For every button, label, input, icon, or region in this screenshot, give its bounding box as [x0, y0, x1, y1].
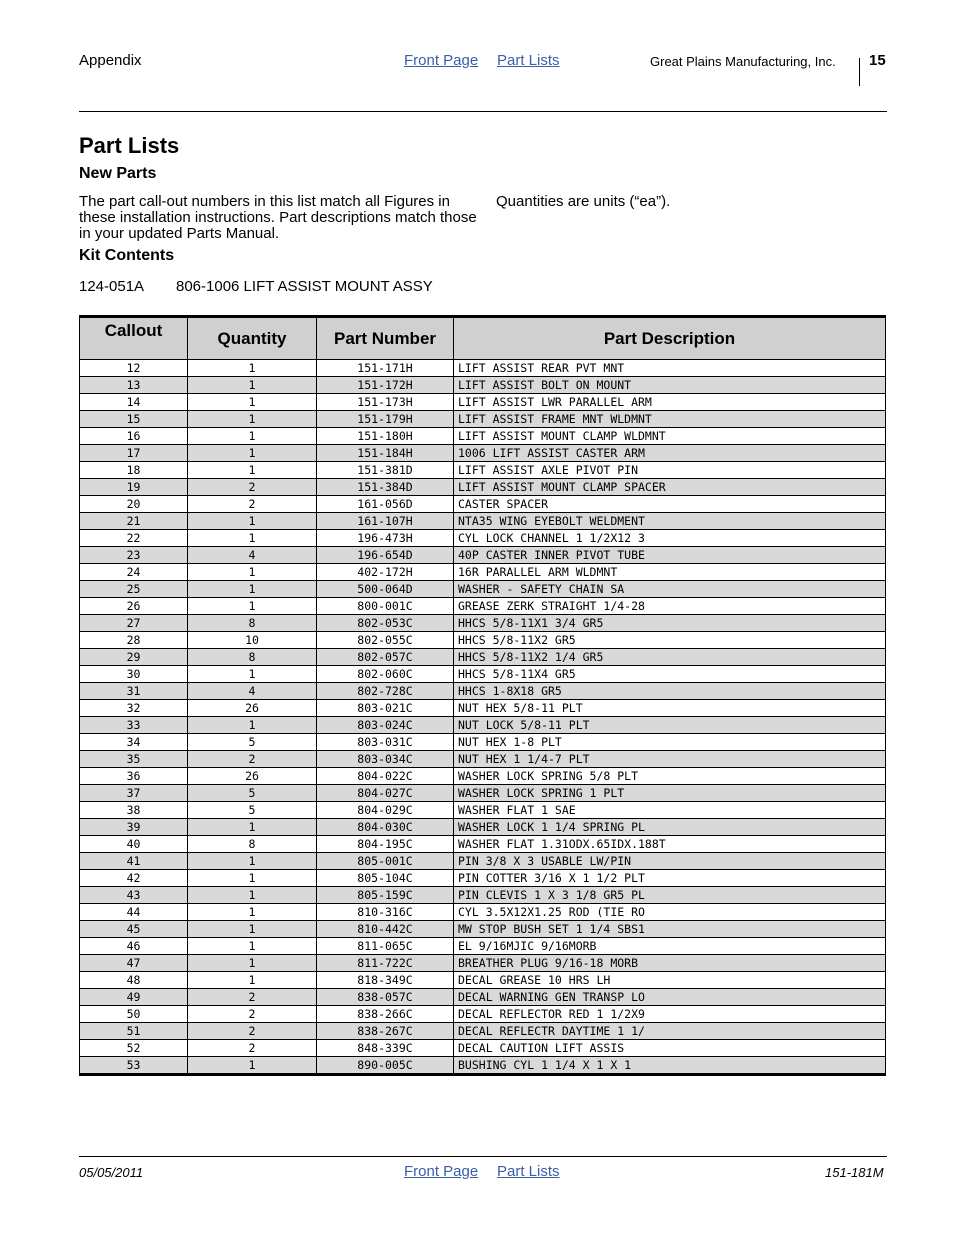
callout-cell: 28: [80, 632, 188, 649]
page-title: Part Lists: [79, 133, 180, 158]
table-row: [80, 819, 886, 836]
footer-rule: [79, 1156, 887, 1157]
table-row: [80, 887, 886, 904]
part-description-cell: 16R PARALLEL ARM WLDMNT: [454, 564, 886, 581]
part-number-cell: 802-055C: [317, 632, 454, 649]
part-number-cell: 811-722C: [317, 955, 454, 972]
part-description-cell: NTA35 WING EYEBOLT WELDMENT: [454, 513, 886, 530]
part-description-cell: LIFT ASSIST MOUNT CLAMP WLDMNT: [454, 428, 886, 445]
table-row: [80, 989, 886, 1006]
quantity-cell: 5: [188, 802, 317, 819]
part-number-cell: 500-064D: [317, 581, 454, 598]
part-description-cell: 1006 LIFT ASSIST CASTER ARM: [454, 445, 886, 462]
part-number-cell: 151-381D: [317, 462, 454, 479]
column-header-part-number: Part Number: [317, 317, 454, 360]
part-description-cell: LIFT ASSIST AXLE PIVOT PIN: [454, 462, 886, 479]
table-row: [80, 394, 886, 411]
quantity-cell: 1: [188, 921, 317, 938]
part-description-cell: CASTER SPACER: [454, 496, 886, 513]
table-row: [80, 649, 886, 666]
callout-cell: 12: [80, 360, 188, 377]
callout-cell: 22: [80, 530, 188, 547]
quantity-cell: 26: [188, 768, 317, 785]
part-description-cell: PIN CLEVIS 1 X 3 1/8 GR5 PL: [454, 887, 886, 904]
document-number: 151-181M: [825, 1165, 884, 1180]
part-description-cell: LIFT ASSIST BOLT ON MOUNT: [454, 377, 886, 394]
quantity-cell: 1: [188, 870, 317, 887]
part-description-cell: HHCS 1-8X18 GR5: [454, 683, 886, 700]
column-header-callout: Callout: [80, 317, 188, 360]
part-description-cell: WASHER LOCK 1 1/4 SPRING PL: [454, 819, 886, 836]
quantity-cell: 1: [188, 377, 317, 394]
callout-cell: 14: [80, 394, 188, 411]
part-number-cell: 803-021C: [317, 700, 454, 717]
part-description-cell: NUT LOCK 5/8-11 PLT: [454, 717, 886, 734]
column-header-part-description: Part Description: [454, 317, 886, 360]
part-number-cell: 161-056D: [317, 496, 454, 513]
callout-cell: 48: [80, 972, 188, 989]
quantity-cell: 1: [188, 428, 317, 445]
quantity-cell: 4: [188, 683, 317, 700]
part-number-cell: 838-267C: [317, 1023, 454, 1040]
table-row: [80, 717, 886, 734]
callout-cell: 18: [80, 462, 188, 479]
quantity-cell: 1: [188, 394, 317, 411]
part-number-cell: 802-057C: [317, 649, 454, 666]
quantity-cell: 2: [188, 496, 317, 513]
table-row: [80, 1023, 886, 1040]
callout-cell: 16: [80, 428, 188, 445]
quantity-cell: 4: [188, 547, 317, 564]
part-number-cell: 151-173H: [317, 394, 454, 411]
part-number-cell: 810-442C: [317, 921, 454, 938]
part-number-cell: 151-171H: [317, 360, 454, 377]
callout-cell: 34: [80, 734, 188, 751]
table-row: [80, 853, 886, 870]
part-number-cell: 838-266C: [317, 1006, 454, 1023]
quantity-cell: 1: [188, 581, 317, 598]
part-description-cell: BREATHER PLUG 9/16-18 MORB: [454, 955, 886, 972]
callout-cell: 37: [80, 785, 188, 802]
new-parts-heading: New Parts: [79, 165, 157, 182]
footer-front-page-link[interactable]: Front Page: [404, 1163, 479, 1180]
callout-cell: 13: [80, 377, 188, 394]
part-number-cell: 151-172H: [317, 377, 454, 394]
callout-cell: 26: [80, 598, 188, 615]
part-description-cell: HHCS 5/8-11X4 GR5: [454, 666, 886, 683]
quantity-cell: 5: [188, 734, 317, 751]
quantity-cell: 1: [188, 972, 317, 989]
table-row: [80, 768, 886, 785]
part-description-cell: LIFT ASSIST FRAME MNT WLDMNT: [454, 411, 886, 428]
part-number-cell: 804-022C: [317, 768, 454, 785]
part-number-cell: 805-159C: [317, 887, 454, 904]
callout-cell: 20: [80, 496, 188, 513]
part-lists-link[interactable]: Part Lists: [497, 52, 560, 69]
callout-cell: 38: [80, 802, 188, 819]
part-description-cell: EL 9/16MJIC 9/16MORB: [454, 938, 886, 955]
callout-cell: 50: [80, 1006, 188, 1023]
quantity-cell: 8: [188, 836, 317, 853]
table-row: [80, 836, 886, 853]
table-row: [80, 1006, 886, 1023]
table-row: [80, 904, 886, 921]
part-number-cell: 800-001C: [317, 598, 454, 615]
table-row: [80, 479, 886, 496]
column-header-quantity: Quantity: [188, 317, 317, 360]
quantity-cell: 8: [188, 615, 317, 632]
part-description-cell: DECAL REFLECTR DAYTIME 1 1/: [454, 1023, 886, 1040]
part-description-cell: 40P CASTER INNER PIVOT TUBE: [454, 547, 886, 564]
part-description-cell: WASHER FLAT 1.31ODX.65IDX.188T: [454, 836, 886, 853]
quantity-cell: 2: [188, 1023, 317, 1040]
callout-cell: 44: [80, 904, 188, 921]
part-number-cell: 804-195C: [317, 836, 454, 853]
callout-cell: 47: [80, 955, 188, 972]
quantity-cell: 10: [188, 632, 317, 649]
part-number-cell: 838-057C: [317, 989, 454, 1006]
table-row: [80, 462, 886, 479]
table-row: [80, 938, 886, 955]
front-page-link[interactable]: Front Page: [404, 52, 479, 69]
callout-cell: 43: [80, 887, 188, 904]
table-row: [80, 700, 886, 717]
part-number-cell: 151-180H: [317, 428, 454, 445]
callout-cell: 35: [80, 751, 188, 768]
part-description-cell: CYL LOCK CHANNEL 1 1/2X12 3: [454, 530, 886, 547]
callout-cell: 39: [80, 819, 188, 836]
part-description-cell: NUT HEX 5/8-11 PLT: [454, 700, 886, 717]
callout-cell: 27: [80, 615, 188, 632]
callout-cell: 52: [80, 1040, 188, 1057]
table-header-row: [80, 317, 886, 360]
kit-description: 806-1006 LIFT ASSIST MOUNT ASSY: [176, 278, 433, 295]
quantity-cell: 1: [188, 411, 317, 428]
table-row: [80, 785, 886, 802]
table-row: [80, 530, 886, 547]
table-row: [80, 581, 886, 598]
part-description-cell: DECAL GREASE 10 HRS LH: [454, 972, 886, 989]
page-number: 15: [869, 52, 886, 69]
quantity-cell: 1: [188, 598, 317, 615]
quantity-cell: 8: [188, 649, 317, 666]
part-number-cell: 810-316C: [317, 904, 454, 921]
part-number-cell: 804-029C: [317, 802, 454, 819]
table-row: [80, 632, 886, 649]
part-description-cell: LIFT ASSIST MOUNT CLAMP SPACER: [454, 479, 886, 496]
quantity-cell: 1: [188, 955, 317, 972]
part-number-cell: 151-184H: [317, 445, 454, 462]
callout-cell: 46: [80, 938, 188, 955]
quantity-cell: 1: [188, 462, 317, 479]
part-number-cell: 811-065C: [317, 938, 454, 955]
table-row: [80, 802, 886, 819]
table-row: [80, 751, 886, 768]
callout-cell: 33: [80, 717, 188, 734]
quantity-cell: 5: [188, 785, 317, 802]
part-description-cell: WASHER LOCK SPRING 5/8 PLT: [454, 768, 886, 785]
part-number-cell: 890-005C: [317, 1057, 454, 1075]
part-description-cell: NUT HEX 1 1/4-7 PLT: [454, 751, 886, 768]
part-description-cell: DECAL REFLECTOR RED 1 1/2X9: [454, 1006, 886, 1023]
callout-cell: 24: [80, 564, 188, 581]
table-row: [80, 972, 886, 989]
part-number-cell: 802-060C: [317, 666, 454, 683]
part-number-cell: 804-030C: [317, 819, 454, 836]
part-description-cell: LIFT ASSIST REAR PVT MNT: [454, 360, 886, 377]
part-number-cell: 161-107H: [317, 513, 454, 530]
part-number-cell: 803-024C: [317, 717, 454, 734]
quantity-cell: 1: [188, 445, 317, 462]
table-row: [80, 445, 886, 462]
parts-table: [79, 315, 886, 1076]
section-label: Appendix: [79, 52, 142, 69]
part-number-cell: 803-034C: [317, 751, 454, 768]
part-number-cell: 151-384D: [317, 479, 454, 496]
quantity-cell: 1: [188, 513, 317, 530]
kit-contents-heading: Kit Contents: [79, 247, 175, 264]
callout-cell: 25: [80, 581, 188, 598]
callout-cell: 51: [80, 1023, 188, 1040]
footer-part-lists-link[interactable]: Part Lists: [497, 1163, 560, 1180]
table-row: [80, 564, 886, 581]
callout-cell: 45: [80, 921, 188, 938]
part-description-cell: GREASE ZERK STRAIGHT 1/4-28: [454, 598, 886, 615]
quantity-cell: 1: [188, 819, 317, 836]
callout-cell: 30: [80, 666, 188, 683]
quantity-cell: 1: [188, 530, 317, 547]
table-row: [80, 921, 886, 938]
quantity-cell: 1: [188, 853, 317, 870]
company-name: Great Plains Manufacturing, Inc.: [650, 54, 836, 69]
part-number-cell: 196-473H: [317, 530, 454, 547]
part-number-cell: 151-179H: [317, 411, 454, 428]
callout-cell: 32: [80, 700, 188, 717]
table-row: [80, 496, 886, 513]
table-row: [80, 615, 886, 632]
part-number-cell: 802-728C: [317, 683, 454, 700]
header-rule: [79, 111, 887, 112]
part-number-cell: 196-654D: [317, 547, 454, 564]
callout-cell: 17: [80, 445, 188, 462]
callout-cell: 31: [80, 683, 188, 700]
part-number-cell: 848-339C: [317, 1040, 454, 1057]
quantity-cell: 1: [188, 1057, 317, 1075]
table-row: [80, 666, 886, 683]
part-number-cell: 402-172H: [317, 564, 454, 581]
table-row: [80, 955, 886, 972]
table-row: [80, 428, 886, 445]
quantity-cell: 1: [188, 564, 317, 581]
quantity-cell: 2: [188, 751, 317, 768]
part-description-cell: WASHER LOCK SPRING 1 PLT: [454, 785, 886, 802]
quantity-note: Quantities are units (“ea”).: [496, 193, 671, 210]
header-divider: [859, 58, 860, 86]
callout-cell: 15: [80, 411, 188, 428]
part-description-cell: WASHER FLAT 1 SAE: [454, 802, 886, 819]
part-description-cell: DECAL CAUTION LIFT ASSIS: [454, 1040, 886, 1057]
part-number-cell: 802-053C: [317, 615, 454, 632]
quantity-cell: 2: [188, 989, 317, 1006]
part-number-cell: 818-349C: [317, 972, 454, 989]
callout-cell: 19: [80, 479, 188, 496]
part-description-cell: CYL 3.5X12X1.25 ROD (TIE RO: [454, 904, 886, 921]
part-number-cell: 805-001C: [317, 853, 454, 870]
table-row: [80, 734, 886, 751]
part-description-cell: DECAL WARNING GEN TRANSP LO: [454, 989, 886, 1006]
callout-cell: 23: [80, 547, 188, 564]
intro-paragraph: The part call-out numbers in this list match all Figures in these installation instructions. Part descriptions match those in your updated Parts Manual.: [79, 193, 477, 242]
table-row: [80, 513, 886, 530]
callout-cell: 21: [80, 513, 188, 530]
callout-cell: 36: [80, 768, 188, 785]
callout-cell: 29: [80, 649, 188, 666]
quantity-cell: 2: [188, 1006, 317, 1023]
quantity-cell: 1: [188, 666, 317, 683]
parts-table-body: [80, 360, 886, 1075]
part-number-cell: 805-104C: [317, 870, 454, 887]
quantity-cell: 1: [188, 904, 317, 921]
part-description-cell: MW STOP BUSH SET 1 1/4 SBS1: [454, 921, 886, 938]
part-description-cell: HHCS 5/8-11X1 3/4 GR5: [454, 615, 886, 632]
table-row: [80, 683, 886, 700]
footer-date: 05/05/2011: [79, 1165, 144, 1180]
part-description-cell: LIFT ASSIST LWR PARALLEL ARM: [454, 394, 886, 411]
callout-cell: 41: [80, 853, 188, 870]
part-description-cell: PIN 3/8 X 3 USABLE LW/PIN: [454, 853, 886, 870]
table-row: [80, 1040, 886, 1057]
callout-cell: 53: [80, 1057, 188, 1075]
quantity-cell: 1: [188, 360, 317, 377]
table-row: [80, 598, 886, 615]
part-description-cell: HHCS 5/8-11X2 GR5: [454, 632, 886, 649]
callout-cell: 42: [80, 870, 188, 887]
quantity-cell: 1: [188, 887, 317, 904]
part-description-cell: BUSHING CYL 1 1/4 X 1 X 1: [454, 1057, 886, 1075]
part-description-cell: WASHER - SAFETY CHAIN SA: [454, 581, 886, 598]
table-row: [80, 547, 886, 564]
table-row: [80, 377, 886, 394]
quantity-cell: 2: [188, 479, 317, 496]
part-number-cell: 804-027C: [317, 785, 454, 802]
quantity-cell: 26: [188, 700, 317, 717]
part-number-cell: 803-031C: [317, 734, 454, 751]
part-description-cell: NUT HEX 1-8 PLT: [454, 734, 886, 751]
table-row: [80, 870, 886, 887]
table-row: [80, 411, 886, 428]
callout-cell: 40: [80, 836, 188, 853]
kit-number: 124-051A: [79, 278, 145, 295]
part-description-cell: HHCS 5/8-11X2 1/4 GR5: [454, 649, 886, 666]
quantity-cell: 2: [188, 1040, 317, 1057]
quantity-cell: 1: [188, 717, 317, 734]
table-row: [80, 1057, 886, 1075]
table-row: [80, 360, 886, 377]
callout-cell: 49: [80, 989, 188, 1006]
part-description-cell: PIN COTTER 3/16 X 1 1/2 PLT: [454, 870, 886, 887]
quantity-cell: 1: [188, 938, 317, 955]
